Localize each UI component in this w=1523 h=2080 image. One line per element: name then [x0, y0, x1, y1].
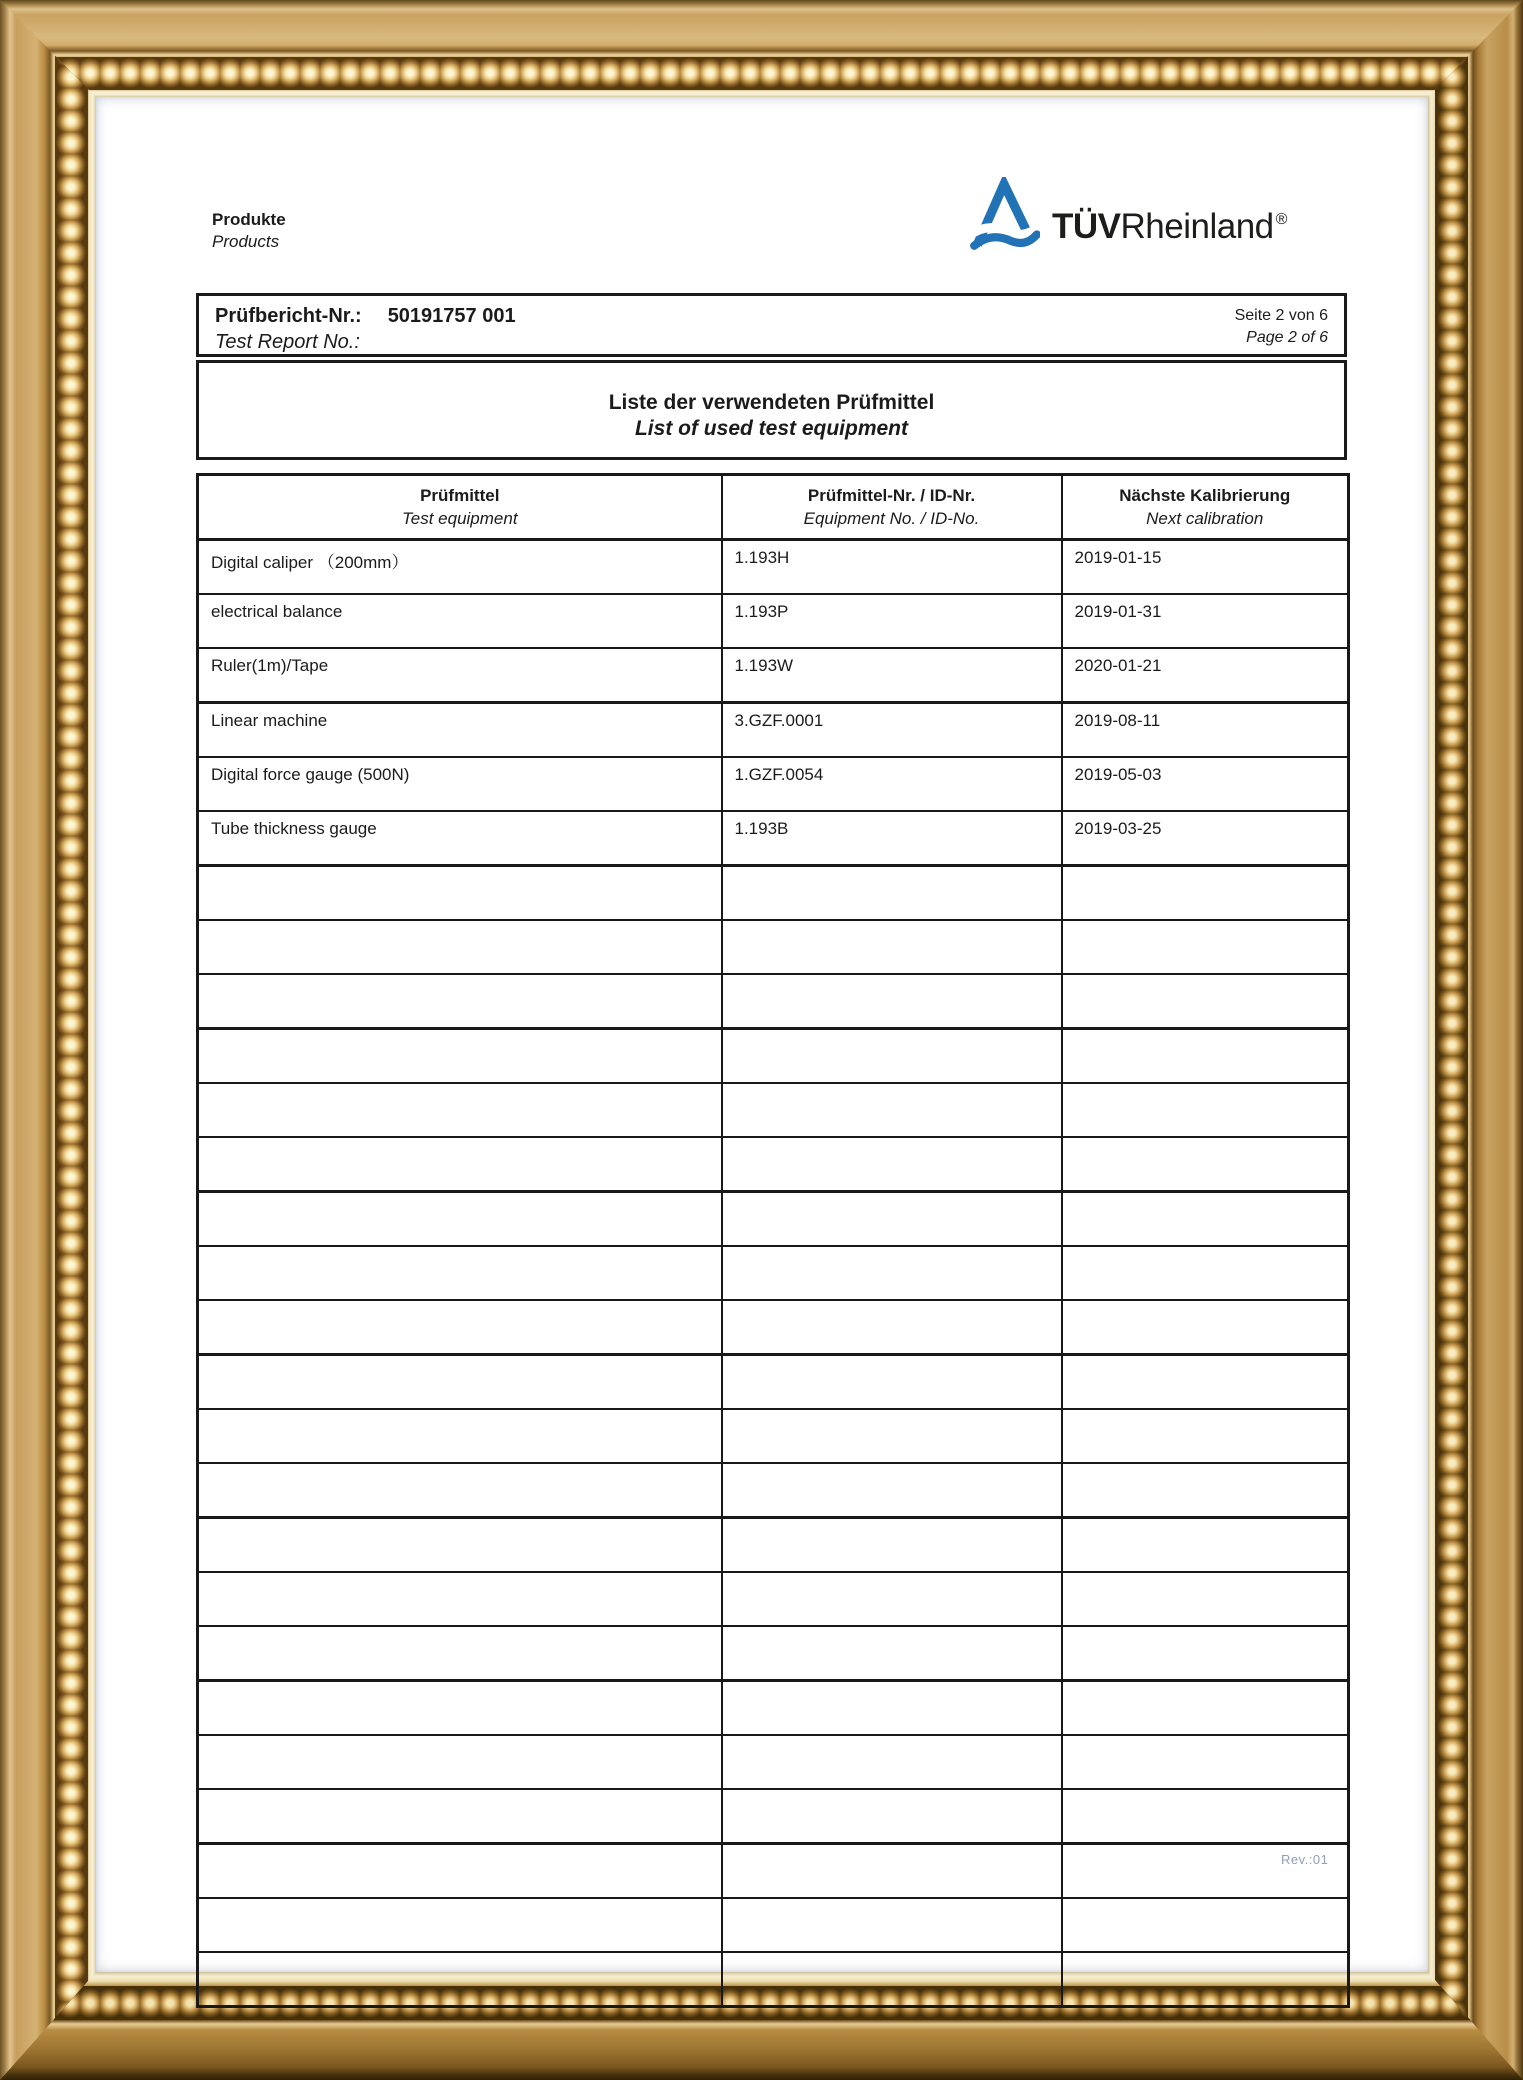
table-row-empty — [198, 1137, 1349, 1192]
table-cell-empty — [722, 974, 1062, 1029]
table-row-empty — [198, 1409, 1349, 1463]
table-cell-empty — [1062, 1952, 1349, 2007]
table-cell-empty — [198, 866, 722, 921]
brand-tuv: TÜV — [1052, 207, 1121, 246]
table-cell: electrical balance — [198, 594, 722, 648]
table-cell-empty — [1062, 1572, 1349, 1626]
table-cell-empty — [722, 1137, 1062, 1192]
table-row — [198, 594, 1349, 648]
table-cell-empty — [722, 1246, 1062, 1300]
table-row-empty — [198, 1083, 1349, 1137]
table-row-empty — [198, 1572, 1349, 1626]
table-cell-empty — [198, 1898, 722, 1952]
brand-rheinland: Rheinland — [1120, 207, 1274, 246]
table-cell-empty — [198, 1029, 722, 1084]
table-cell-empty — [198, 974, 722, 1029]
table-cell-empty — [1062, 1355, 1349, 1410]
table-cell-empty — [722, 1572, 1062, 1626]
table-cell: 1.193P — [722, 594, 1062, 648]
table-row-empty — [198, 1518, 1349, 1573]
table-cell-empty — [198, 1463, 722, 1518]
table-cell: 1.193B — [722, 811, 1062, 866]
table-cell-empty — [722, 1192, 1062, 1247]
frame-left-edge — [0, 0, 96, 2080]
table-row-empty — [198, 974, 1349, 1029]
table-cell-empty — [1062, 1518, 1349, 1573]
table-cell-empty — [1062, 920, 1349, 974]
table-cell-empty — [722, 1626, 1062, 1681]
table-cell-empty — [722, 1355, 1062, 1410]
table-cell-empty — [198, 1409, 722, 1463]
page-indicator-en: Page 2 of 6 — [1246, 329, 1328, 346]
table-row-empty — [198, 1300, 1349, 1355]
table-row-empty — [198, 1626, 1349, 1681]
table-cell-empty — [1062, 1300, 1349, 1355]
table-cell-empty — [722, 1409, 1062, 1463]
table-cell: 3.GZF.0001 — [722, 703, 1062, 758]
table-cell: Digital caliper （200mm） — [198, 540, 722, 595]
title-box — [196, 360, 1347, 460]
table-cell: 2019-03-25 — [1062, 811, 1349, 866]
table-header-row — [198, 475, 1349, 540]
table-cell-empty — [1062, 1898, 1349, 1952]
table-row — [198, 811, 1349, 866]
table-cell-empty — [198, 1518, 722, 1573]
page-indicator — [1235, 303, 1328, 354]
col-header-calibration: Nächste Kalibrierung Next calibration — [1062, 475, 1349, 540]
table-cell-empty — [722, 1463, 1062, 1518]
table-cell-empty — [198, 1246, 722, 1300]
products-label-en: Products — [212, 232, 280, 251]
table-cell: Digital force gauge (500N) — [198, 757, 722, 811]
table-cell-empty — [198, 920, 722, 974]
table-cell-empty — [722, 1735, 1062, 1789]
title-de: Liste der verwendeten Prüfmittel — [608, 391, 935, 414]
table-row-empty — [198, 866, 1349, 921]
frame-bead-strip — [0, 57, 1523, 90]
tuv-rheinland-logo — [968, 177, 1287, 255]
table-row-empty — [198, 1681, 1349, 1736]
table-cell-empty — [198, 1572, 722, 1626]
report-number-block — [215, 303, 516, 354]
table-cell-empty — [198, 1844, 722, 1899]
table-row-empty — [198, 1898, 1349, 1952]
table-cell-empty — [198, 1735, 722, 1789]
table-row-empty — [198, 1735, 1349, 1789]
table-cell-empty — [1062, 866, 1349, 921]
table-row-empty — [198, 1952, 1349, 2007]
table-cell: Linear machine — [198, 703, 722, 758]
table-cell-empty — [1062, 1409, 1349, 1463]
table-cell: 1.GZF.0054 — [722, 757, 1062, 811]
table-row-empty — [198, 1355, 1349, 1410]
report-number-value: 50191757 001 — [387, 305, 516, 327]
report-number-label-en: Test Report No.: — [215, 331, 360, 353]
page-indicator-de: Seite 2 von 6 — [1234, 307, 1328, 324]
table-cell-empty — [722, 1300, 1062, 1355]
table-row-empty — [198, 1029, 1349, 1084]
table-cell-empty — [198, 1083, 722, 1137]
table-cell-empty — [722, 1898, 1062, 1952]
table-cell-empty — [198, 1300, 722, 1355]
table-cell-empty — [1062, 1681, 1349, 1736]
table-row — [198, 757, 1349, 811]
table-cell-empty — [722, 1844, 1062, 1899]
table-row-empty — [198, 1246, 1349, 1300]
test-equipment-table — [196, 473, 1350, 2008]
products-heading — [212, 209, 286, 253]
report-number-label-de: Prüfbericht-Nr.: — [215, 305, 362, 327]
table-cell: 1.193H — [722, 540, 1062, 595]
table-cell-empty — [1062, 1029, 1349, 1084]
produkte-label-de: Produkte — [212, 210, 286, 229]
table-cell-empty — [1062, 1463, 1349, 1518]
table-cell: 2020-01-21 — [1062, 648, 1349, 703]
tuv-triangle-icon — [968, 177, 1040, 255]
table-cell-empty — [722, 1083, 1062, 1137]
table-cell: 2019-01-15 — [1062, 540, 1349, 595]
table-row — [198, 648, 1349, 703]
table-cell-empty — [1062, 1789, 1349, 1844]
table-cell: 2019-05-03 — [1062, 757, 1349, 811]
table-cell-empty — [722, 866, 1062, 921]
table-cell-empty — [198, 1681, 722, 1736]
table-cell-empty — [722, 1518, 1062, 1573]
table-cell-empty — [722, 1952, 1062, 2007]
col-header-equipment: Prüfmittel Test equipment — [198, 475, 722, 540]
revision-label: Rev.:01 — [1281, 1852, 1329, 1867]
table-row — [198, 540, 1349, 595]
table-cell-empty — [198, 1355, 722, 1410]
table-cell-empty — [198, 1192, 722, 1247]
frame-bead-strip — [55, 0, 88, 2080]
document-page — [96, 97, 1428, 1972]
table-cell-empty — [722, 1789, 1062, 1844]
table-cell-empty — [198, 1626, 722, 1681]
table-cell-empty — [722, 1681, 1062, 1736]
report-number-box — [196, 293, 1347, 357]
table-cell-empty — [722, 920, 1062, 974]
table-row-empty — [198, 1844, 1349, 1899]
table-cell: 2019-01-31 — [1062, 594, 1349, 648]
table-cell: 2019-08-11 — [1062, 703, 1349, 758]
table-row-empty — [198, 1789, 1349, 1844]
frame-bead-strip — [1435, 0, 1468, 2080]
table-row — [198, 703, 1349, 758]
table-cell-empty — [1062, 1626, 1349, 1681]
frame-right-edge — [1428, 0, 1523, 2080]
table-cell: 1.193W — [722, 648, 1062, 703]
table-cell-empty — [1062, 974, 1349, 1029]
table-cell-empty — [1062, 1735, 1349, 1789]
table-cell-empty — [1062, 1246, 1349, 1300]
table-cell-empty — [198, 1789, 722, 1844]
table-cell-empty — [198, 1952, 722, 2007]
table-row-empty — [198, 920, 1349, 974]
table-cell-empty — [198, 1137, 722, 1192]
title-en: List of used test equipment — [634, 417, 909, 440]
frame-top-edge — [0, 0, 1523, 97]
table-cell-empty — [1062, 1137, 1349, 1192]
table-cell-empty — [1062, 1083, 1349, 1137]
table-cell-empty — [1062, 1192, 1349, 1247]
registered-mark: ® — [1275, 211, 1287, 228]
table-cell: Tube thickness gauge — [198, 811, 722, 866]
table-cell: Ruler(1m)/Tape — [198, 648, 722, 703]
table-row-empty — [198, 1192, 1349, 1247]
table-cell-empty — [722, 1029, 1062, 1084]
table-row-empty — [198, 1463, 1349, 1518]
brand-wordmark — [1052, 202, 1287, 244]
col-header-id: Prüfmittel-Nr. / ID-Nr. Equipment No. / ID-No. — [722, 475, 1062, 540]
